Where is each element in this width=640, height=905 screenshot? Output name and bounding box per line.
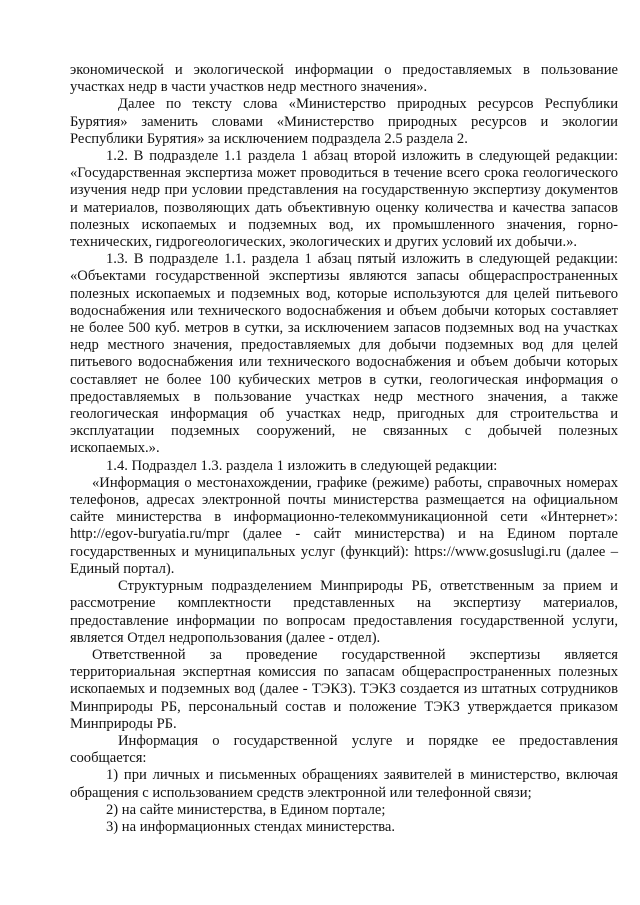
paragraph-1-2: 1.2. В подразделе 1.1 раздела 1 абзац второй изложить в следующей редакции: «Государственная экспертиза может проводиться в течение всего срока геологического изучения недр при условии представления на государственную экспертизу документов и материалов, позволяющих дать объективную оценку количества и качества запасов полезных ископаемых и подземных вод, их промышленного значения, горно-технических, гидрогеологических, экологических и других условий их добычи.». <box>70 148 618 251</box>
paragraph-1-3: 1.3. В подразделе 1.1. раздела 1 абзац пятый изложить в следующей редакции: «Объектами государственной экспертизы являются запасы общераспространенных полезных ископаемых и подземных вод, которые используются для целей питьевого водоснабжения или технического водоснабжения и объем добычи которых составляет не более 500 куб. метров в сутки, за исключением запасов подземных вод на участках недр местного значения, предоставляемых для добычи подземных вод для целей питьевого водоснабжения или технического водоснабжения и объем добычи которых составляет не более 100 кубических метров в сутки, геологическая информация о предоставляемых в пользование участках недр местного значения, а также геологическая информация об участках недр, пригодных для строительства и эксплуатации подземных сооружений, не связанных с добычей полезных ископаемых.». <box>70 251 618 457</box>
paragraph-contact-info: «Информация о местонахождении, графике (режиме) работы, справочных номерах телефонов, адресах электронной почты министерства размещается на официальном сайте министерства в информационно-телекоммуникационной сети «Интернет»: http://egov-buryatia.ru/mpr (далее - сайт министерства) и на Едином портале государственных и муниципальных услуг (функций): https://www.gosuslugi.ru (далее – Единый портал). <box>70 474 618 577</box>
paragraph-tekz: Ответственной за проведение государственной экспертизы является территориальная экспертная комиссия по запасам общераспространенных полезных ископаемых и подземных вод (далее - ТЭКЗ). ТЭКЗ создается из штатных сотрудников Минприроды РБ, персональный состав и положение ТЭКЗ утверждается приказом Минприроды РБ. <box>70 646 618 732</box>
list-item-3: 3) на информационных стендах министерства. <box>106 818 396 835</box>
paragraph-continuation: экономической и экологической информации о предоставляемых в пользование участках недр в части участков недр местного значения». <box>70 62 618 96</box>
list-item-1: 1) при личных и письменных обращениях заявителей в министерство, включая обращения с использованием средств электронной или телефонной связи; <box>70 767 618 801</box>
paragraph-info-provided: Информация о государственной услуге и порядке ее предоставления сообщается: <box>70 732 618 767</box>
paragraph-1-4: 1.4. Подраздел 1.3. раздела 1 изложить в следующей редакции: <box>106 457 498 474</box>
paragraph-structural-unit: Структурным подразделением Минприроды РБ, ответственным за прием и рассмотрение комплектности представленных на экспертизу материалов, предоставление информации по вопросам предоставления государственной услуги, является Отдел недропользования (далее - отдел). <box>70 578 618 646</box>
list-item-2: 2) на сайте министерства, в Едином портале; <box>106 801 386 818</box>
paragraph-replace-ministry-name: Далее по тексту слова «Министерство природных ресурсов Республики Бурятия» заменить словами «Министерство природных ресурсов и экологии Республики Бурятия» за исключением подраздела 2.5 раздела 2. <box>70 96 618 147</box>
document-page <box>70 62 618 836</box>
